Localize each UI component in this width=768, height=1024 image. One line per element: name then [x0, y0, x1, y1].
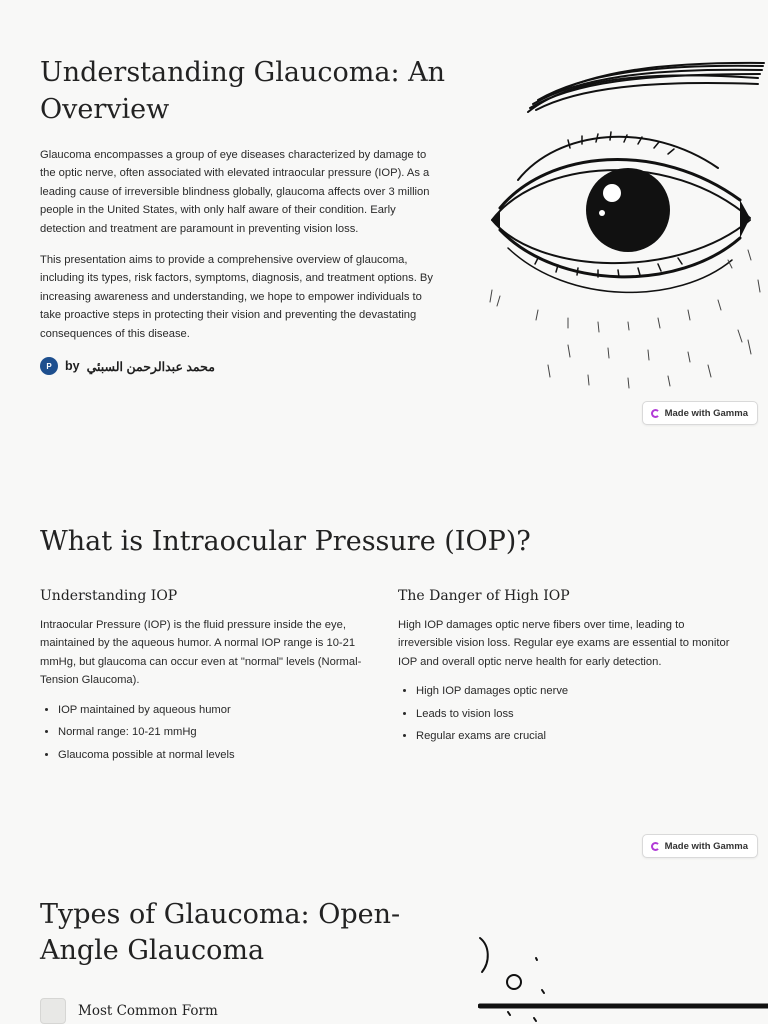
slide-iop [0, 470, 768, 865]
purpose-paragraph: This presentation aims to provide a comprehensive overview of glaucoma, including its types, risk factors, symptoms, diagnosis, and treatment options. By increasing awareness and understanding, we hope to empower individuals to take proactive steps in protecting their vision and preventing the devastating consequences of this disease. [40, 254, 433, 340]
column-text: Intraocular Pressure (IOP) is the fluid pressure inside the eye, maintained by the aqueous humor. A normal IOP range is 10-21 mmHg, but glaucoma can occur even at "normal" levels (Normal-Tension Glaucoma). [40, 619, 362, 687]
list-item: • Glaucoma possible at normal levels [58, 744, 375, 767]
slide-title: What is Intraocular Pressure (IOP)? [40, 526, 531, 557]
gamma-logo-icon [651, 842, 660, 851]
feature-icon [40, 998, 66, 1024]
author-line [40, 357, 215, 375]
slide-title: Types of Glaucoma: Open-Angle Glaucoma [40, 899, 401, 966]
column-understanding-iop [40, 588, 375, 766]
feature-label: Most Common Form [78, 1003, 218, 1019]
made-with-gamma-badge[interactable] [642, 401, 758, 425]
bullet-list [398, 680, 733, 748]
slide-open-angle-glaucoma [0, 880, 768, 1024]
slide-title: Understanding Glaucoma: An Overview [40, 57, 446, 125]
author-prefix: by [65, 359, 80, 373]
sketch-doodle-illustration [478, 932, 768, 1024]
badge-label: Made with Gamma [664, 407, 748, 419]
list-item: • High IOP damages optic nerve [416, 680, 733, 703]
list-item: • IOP maintained by aqueous humor [58, 699, 375, 722]
gamma-logo-icon [651, 409, 660, 418]
made-with-gamma-badge[interactable] [642, 834, 758, 858]
badge-label: Made with Gamma [664, 840, 748, 852]
slide-overview [0, 0, 768, 432]
avatar: P [40, 357, 58, 375]
column-heading: The Danger of High IOP [398, 588, 570, 604]
column-text: High IOP damages optic nerve fibers over time, leading to irreversible vision loss. Regular eye exams are essential to monitor IOP and overall optic nerve health for early detection. [398, 619, 730, 668]
feature-item [40, 998, 218, 1024]
bullet-list [40, 699, 375, 767]
column-danger-high-iop [398, 588, 733, 748]
list-item: • Regular exams are crucial [416, 725, 733, 748]
author-name: محمد عبدالرحمن السبئي [86, 359, 215, 374]
column-heading: Understanding IOP [40, 588, 178, 604]
list-item: • Normal range: 10-21 mmHg [58, 721, 375, 744]
intro-paragraph: Glaucoma encompasses a group of eye diseases characterized by damage to the optic nerve, often associated with elevated intraocular pressure (IOP). As a leading cause of irreversible blindness globally, glaucoma affects over 3 million people in the United States, with only half aware of their condition. Early detection and treatment are paramount in preventing vision loss. [40, 149, 430, 235]
eye-illustration [478, 60, 768, 405]
list-item: • Leads to vision loss [416, 703, 733, 726]
